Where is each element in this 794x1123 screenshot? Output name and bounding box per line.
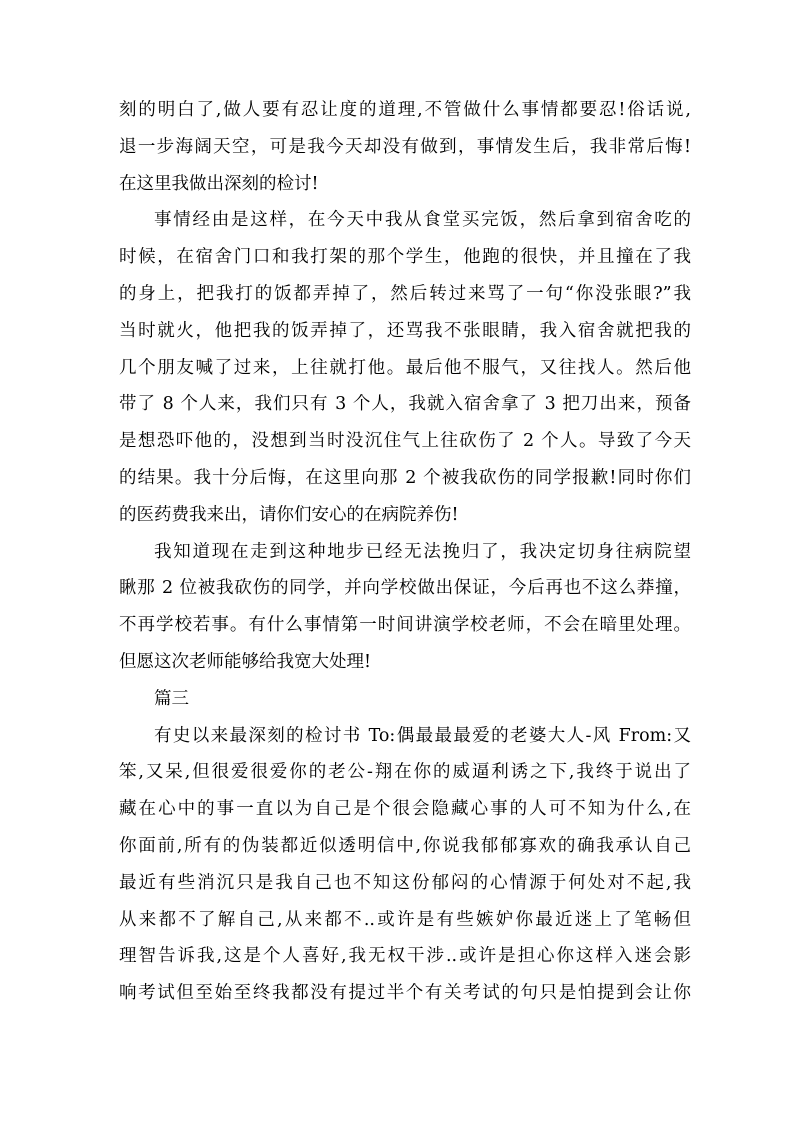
text-line: 的身上，把我打的饭都弄掉了，然后转过来骂了一句“你没张眼?”我	[119, 283, 691, 304]
text-line: 你面前,所有的伪装都近似透明信中,你说我郁郁寡欢的确我承认自己	[119, 835, 691, 856]
text-line: 响考试但至始至终我都没有提过半个有关考试的句只是怕提到会让你	[119, 983, 691, 1004]
text-line: 从来都不了解自己,从来都不..或许是有些嫉妒你最近迷上了笔畅但	[119, 909, 691, 930]
text-line: 最近有些消沉只是我自己也不知这份郁闷的心情源于何处对不起,我	[119, 872, 691, 893]
text-line: 瞅那 2 位被我砍伤的同学，并向学校做出保证，今后再也不这么莽撞，	[119, 578, 691, 599]
text-line: 不再学校若事。有什么事情第一时间讲演学校老师，不会在暗里处理。	[119, 615, 691, 636]
text-line: 退一步海阔天空，可是我今天却没有做到，事情发生后，我非常后悔!	[119, 136, 691, 157]
text-line: 是想恐吓他的，没想到当时没沉住气上往砍伤了 2 个人。导致了今天	[119, 431, 691, 452]
text-line: 藏在心中的事一直以为自己是个很会隐藏心事的人可不知为什么,在	[119, 799, 691, 820]
text-line: 我知道现在走到这种地步已经无法挽归了，我决定切身往病院望	[154, 541, 691, 562]
document-body	[119, 92, 691, 1012]
text-line: 事情经由是这样，在今天中我从食堂买完饭，然后拿到宿舍吃的	[154, 210, 691, 231]
text-line: 当时就火，他把我的饭弄掉了，还骂我不张眼睛，我入宿舍就把我的	[119, 320, 691, 341]
text-line: 但愿这次老师能够给我宽大处理!	[119, 651, 372, 672]
text-line: 时候，在宿舍门口和我打架的那个学生，他跑的很快，并且撞在了我	[119, 247, 691, 268]
text-line: 理智告诉我,这是个人喜好,我无权干涉..或许是担心你这样入迷会影	[119, 946, 691, 967]
text-line: 在这里我做出深刻的检讨!	[119, 173, 319, 194]
text-line: 的结果。我十分后悔，在这里向那 2 个被我砍伤的同学报歉!同时你们	[119, 467, 691, 488]
text-line: 笨,又呆,但很爱很爱你的老公-翔在你的威逼利诱之下,我终于说出了	[119, 762, 691, 783]
text-line: 几个朋友喊了过来，上往就打他。最后他不服气，又往找人。然后他	[119, 357, 691, 378]
text-line: 带了 8 个人来，我们只有 3 个人，我就入宿舍拿了 3 把刀出来，预备	[119, 394, 691, 415]
text-line: 有史以来最深刻的检讨书 To:偶最最最爱的老婆大人-风 From:又	[154, 725, 691, 746]
text-line: 的医药费我来出，请你们安心的在病院养伤!	[119, 504, 459, 525]
text-line: 刻的明白了,做人要有忍让度的道理,不管做什么事情都要忍!俗话说,	[119, 100, 691, 120]
section-heading: 篇三	[154, 688, 189, 709]
